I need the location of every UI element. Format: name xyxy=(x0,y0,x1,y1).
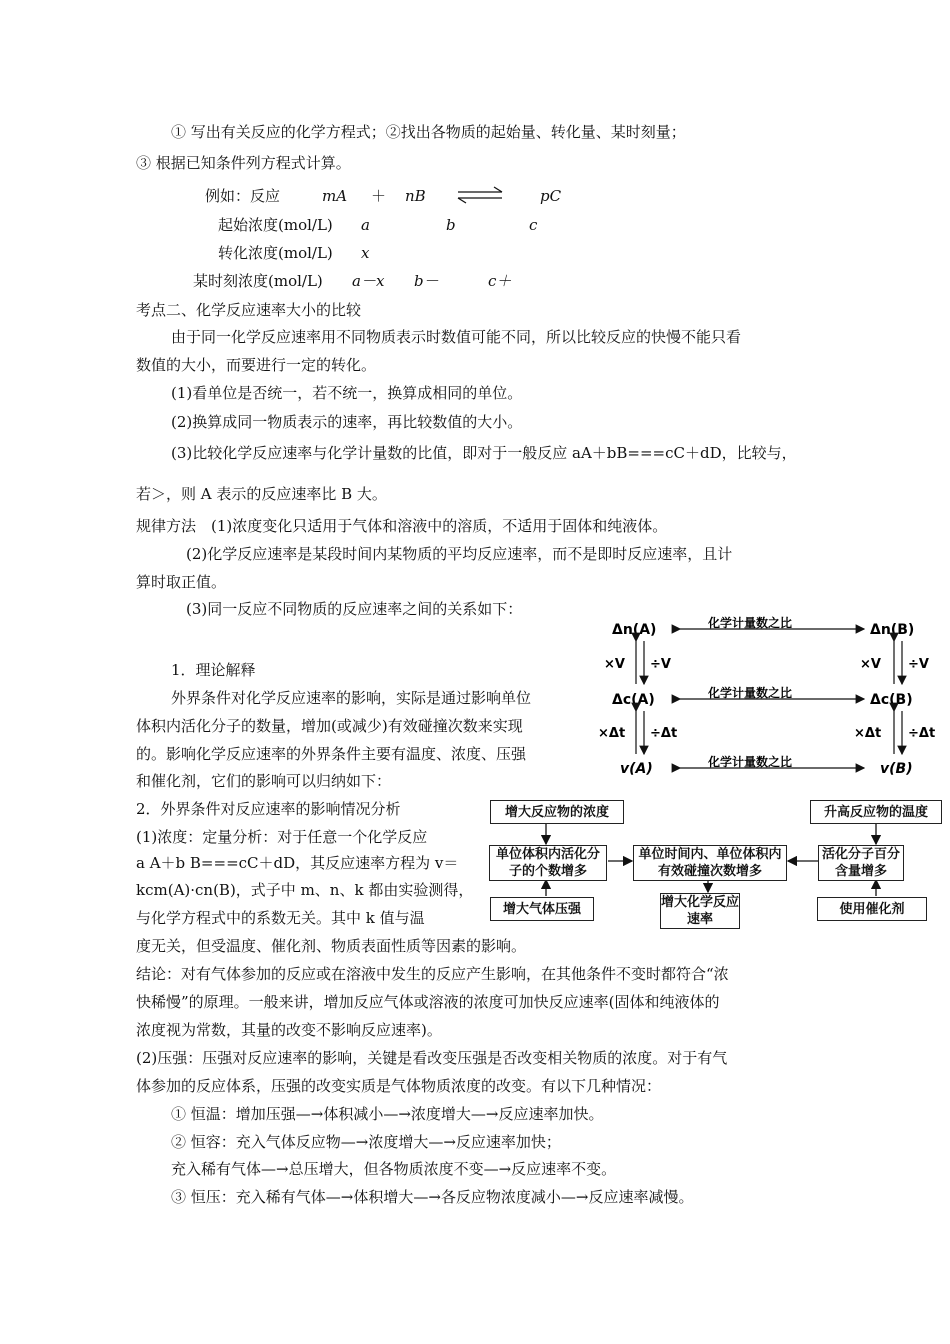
row3-b: b－ xyxy=(414,272,439,290)
conc-line-3: kcm(A)·cn(B)，式子中 m、n、k 都由实验测得， xyxy=(136,881,474,899)
rules-line-3: 算时取正值。 xyxy=(136,573,227,591)
box-increase-rate: 增大化学反应速率 xyxy=(661,895,740,927)
delta-c-b-label: Δc(B) xyxy=(870,692,913,708)
times-t-right: ×Δt xyxy=(854,726,882,741)
rate-relation-diagram xyxy=(598,616,938,780)
theory-p3: 的。影响化学反应速率的外界条件主要有温度、浓度、压强 xyxy=(136,745,527,763)
section2-heading: 考点二、化学反应速率大小的比较 xyxy=(136,301,362,319)
step-line-2: ③ 根据已知条件列方程式计算。 xyxy=(136,154,351,172)
example-label: 例如：反应 xyxy=(205,187,281,205)
row3-label: 某时刻浓度(mol/L) xyxy=(193,272,323,290)
rate-b-label: v(B) xyxy=(880,761,913,777)
conc-line-4: 与化学方程式中的系数无关。其中 k 值与温 xyxy=(136,909,425,927)
box-raise-temperature: 升高反应物的温度 xyxy=(810,800,942,824)
conc-line-1: (1)浓度：定量分析：对于任意一个化学反应 xyxy=(136,828,428,846)
rules-line-4: (3)同一反应不同物质的反应速率之间的关系如下： xyxy=(186,600,523,618)
conc-line-2: a A＋b B===cC＋dD，其反应速率方程为 v＝ xyxy=(136,854,459,872)
theory-p2: 体积内活化分子的数量，增加(或减少)有效碰撞次数来实现 xyxy=(136,717,523,735)
theory-p1: 外界条件对化学反应速率的影响，实际是通过影响单位 xyxy=(171,689,532,707)
pressure-line-1: (2)压强：压强对反应速率的影响，关键是看改变压强是否改变相关物质的浓度。对于有气 xyxy=(136,1049,728,1067)
conclusion-line-2: 快稀慢”的原理。一般来讲，增加反应气体或溶液的浓度可加快反应速率(固体和纯液体的 xyxy=(136,993,720,1011)
div-v-right: ÷V xyxy=(908,657,929,672)
box-increase-pressure: 增大气体压强 xyxy=(490,897,594,921)
rules-line-2: (2)化学反应速率是某段时间内某物质的平均反应速率，而不是即时反应速率，且计 xyxy=(186,545,733,563)
row2-x: x xyxy=(361,244,370,262)
box-effective-collisions: 单位时间内、单位体积内有效碰撞次数增多 xyxy=(633,845,787,881)
row1-label: 起始浓度(mol/L) xyxy=(218,216,333,234)
example-pC: pC xyxy=(540,187,562,205)
theory-heading: 1．理论解释 xyxy=(171,661,256,679)
theory-p4: 和催化剂，它们的影响可以归纳如下： xyxy=(136,772,392,790)
rules-line-1: 规律方法 (1)浓度变化只适用于气体和溶液中的溶质，不适用于固体和纯液体。 xyxy=(136,517,668,535)
step-line-1: ① 写出有关反应的化学方程式；②找出各物质的起始量、转化量、某时刻量； xyxy=(171,123,686,141)
ratio-label-middle: 化学计量数之比 xyxy=(708,686,793,700)
div-v-left: ÷V xyxy=(650,657,671,672)
row3-c: c＋ xyxy=(488,272,512,290)
section2-item-1: (1)看单位是否统一，若不统一，换算成相同的单位。 xyxy=(171,384,523,402)
pressure-case-2b: 充入稀有气体—→总压增大，但各物质浓度不变—→反应速率不变。 xyxy=(171,1160,617,1178)
conc-line-5: 度无关，但受温度、催化剂、物质表面性质等因素的影响。 xyxy=(136,937,527,955)
pressure-case-3: ③ 恒压：充入稀有气体—→体积增大—→各反应物浓度减小—→反应速率减慢。 xyxy=(171,1188,694,1206)
section2-item-2: (2)换算成同一物质表示的速率，再比较数值的大小。 xyxy=(171,413,523,431)
example-mA: mA xyxy=(322,187,348,205)
ratio-label-top: 化学计量数之比 xyxy=(708,616,793,630)
box-activated-molecules-count: 单位体积内活化分子的个数增多 xyxy=(489,845,607,881)
row1-a: a xyxy=(361,216,370,234)
box-use-catalyst: 使用催化剂 xyxy=(817,897,927,921)
section2-item-3b: 若＞，则 A 表示的反应速率比 B 大。 xyxy=(136,485,387,503)
section2-item-3: (3)比较化学反应速率与化学计量数的比值，即对于一般反应 aA＋bB===cC＋dD，比较与， xyxy=(171,444,797,462)
theory-heading-2: 2．外界条件对反应速率的影响情况分析 xyxy=(136,800,401,818)
row1-b: b xyxy=(446,216,456,234)
delta-c-a-label: Δc(A) xyxy=(612,692,655,708)
row2-label: 转化浓度(mol/L) xyxy=(218,244,333,262)
delta-n-a-label: Δn(A) xyxy=(612,622,657,638)
conclusion-line-3: 浓度视为常数，其量的改变不影响反应速率)。 xyxy=(136,1021,442,1039)
row3-a: a－x xyxy=(352,272,385,290)
div-t-left: ÷Δt xyxy=(650,726,678,741)
rate-a-label: v(A) xyxy=(620,761,653,777)
box-activated-percentage: 活化分子百分含量增多 xyxy=(818,845,904,881)
pressure-line-2: 体参加的反应体系，压强的改变实质是气体物质浓度的改变。有以下几种情况： xyxy=(136,1077,662,1095)
delta-n-b-label: Δn(B) xyxy=(870,622,915,638)
times-v-left: ×V xyxy=(604,657,625,672)
div-t-right: ÷Δt xyxy=(908,726,936,741)
ratio-label-bottom: 化学计量数之比 xyxy=(708,755,793,769)
example-plus: ＋ xyxy=(371,187,387,205)
section2-intro-2: 数值的大小，而要进行一定的转化。 xyxy=(136,356,377,374)
box-increase-concentration: 增大反应物的浓度 xyxy=(490,800,624,824)
example-nB: nB xyxy=(405,187,426,205)
pressure-case-1: ① 恒温：增加压强—→体积减小—→浓度增大—→反应速率加快。 xyxy=(171,1105,604,1123)
equilibrium-arrow-icon xyxy=(456,186,504,204)
times-t-left: ×Δt xyxy=(598,726,626,741)
pressure-case-2: ② 恒容：充入气体反应物—→浓度增大—→反应速率加快； xyxy=(171,1133,561,1151)
section2-intro-1: 由于同一化学反应速率用不同物质表示时数值可能不同，所以比较反应的快慢不能只看 xyxy=(171,328,742,346)
times-v-right: ×V xyxy=(860,657,881,672)
row1-c: c xyxy=(529,216,538,234)
conclusion-line-1: 结论：对有气体参加的反应或在溶液中发生的反应产生影响，在其他条件不变时都符合“浓 xyxy=(136,965,729,983)
